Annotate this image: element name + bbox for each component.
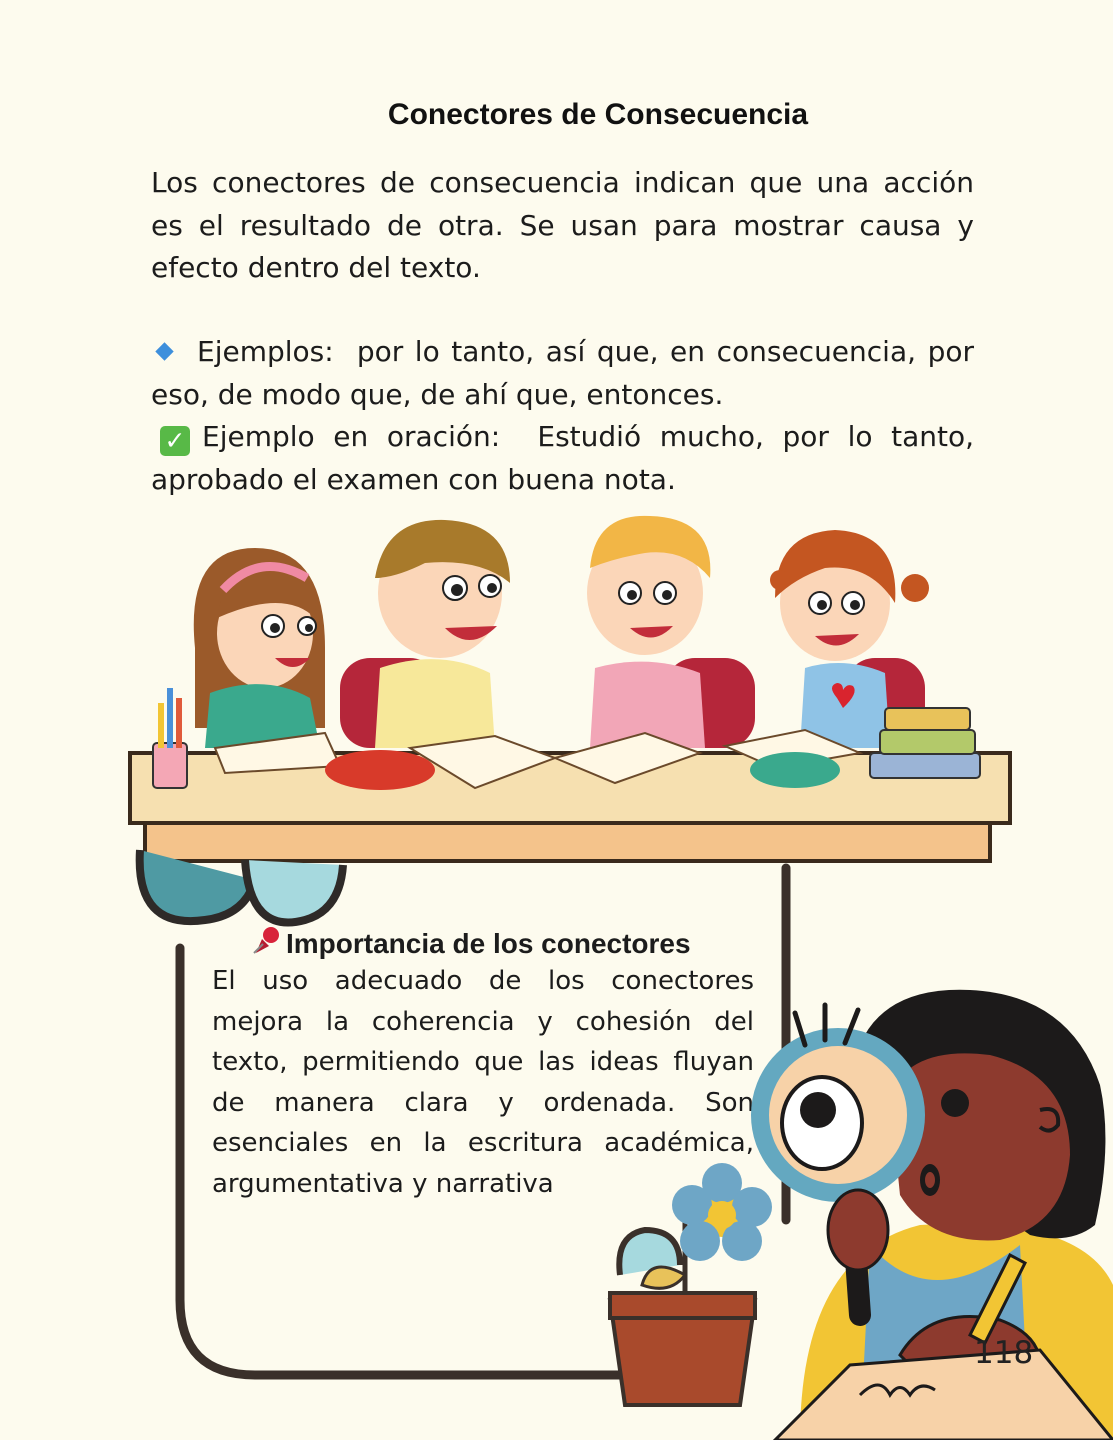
importance-heading xyxy=(252,925,754,961)
page-title: Conectores de Consecuencia xyxy=(387,98,809,132)
kids-studying-illustration xyxy=(125,508,1015,868)
blue-diamond-icon xyxy=(155,342,173,360)
page-number: 118 xyxy=(974,1335,1034,1371)
importance-body: El uso adecuado de los conectores mejora la coherencia y cohesión del texto, permitiendo que las ideas fluyan de manera clara y ordenada. Son esenciales en la escritura académica, argumentativa y narrativa xyxy=(212,966,754,1199)
examples-section xyxy=(151,331,974,501)
sentence-example-text: Estudió mucho, por lo tanto, aprobado el examen con buena nota. xyxy=(151,420,974,496)
examples-line xyxy=(151,331,974,416)
examples-text: por lo tanto, así que, en consecuencia, por eso, de modo que, de ahí que, entonces. xyxy=(151,335,974,411)
girl-with-magnifier-illustration xyxy=(600,985,1113,1440)
examples-label: Ejemplos: xyxy=(197,335,334,368)
check-mark-icon: ✓ xyxy=(160,426,190,456)
sentence-example-label: Ejemplo en oración: xyxy=(202,420,501,453)
intro-paragraph: Los conectores de consecuencia indican que una acción es el resultado de otra. Se usan para mostrar causa y efecto dentro del texto. xyxy=(151,166,974,284)
pushpin-icon xyxy=(252,925,282,955)
sentence-example-line xyxy=(151,416,974,501)
importance-heading-text: Importancia de los conectores xyxy=(286,928,691,959)
